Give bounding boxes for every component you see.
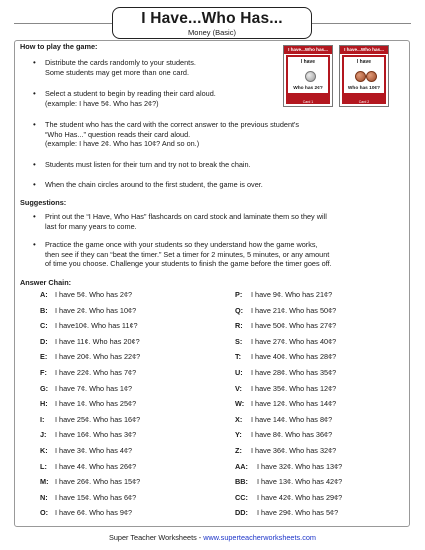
suggestions-heading: Suggestions: — [20, 198, 67, 207]
answer-label: N: — [40, 492, 48, 502]
card-header: I have...Who has... — [340, 46, 388, 54]
bullet-icon: • — [33, 240, 36, 249]
how-to-play-item: Students must listen for their turn and try not to break the chain. — [45, 160, 251, 169]
answer-label: H: — [40, 399, 48, 409]
page-subtitle: Money (Basic) — [188, 28, 236, 37]
suggestion-item: Print out the “I Have, Who Has” flashcards on card stock and laminate them so they will last for many years to come. — [45, 212, 327, 231]
footer — [0, 533, 425, 542]
answer-label: P: — [235, 290, 243, 299]
card-have-text: I have — [300, 59, 316, 65]
card-header: I have...Who has... — [284, 46, 332, 54]
answer-label: B: — [40, 305, 48, 315]
answer-text: I have 14¢. Who has 8¢? — [251, 414, 333, 424]
answer-text: I have 5¢. Who has 2¢? — [55, 290, 133, 299]
penny-coin-icon — [366, 71, 377, 82]
bullet-icon: • — [33, 180, 36, 189]
answer-text: I have 29¢. Who has 5¢? — [257, 508, 339, 518]
answer-text: I have 26¢. Who has 15¢? — [55, 477, 141, 487]
answer-label: S: — [235, 336, 243, 346]
answer-text: I have 3¢. Who has 4¢? — [55, 446, 133, 455]
bullet-icon: • — [33, 58, 36, 67]
answer-label: V: — [235, 383, 242, 393]
answer-label: C: — [40, 321, 48, 331]
answer-label: F: — [40, 368, 47, 377]
how-to-play-item: The student who has the card with the correct answer to the previous student's “Who Has...” question reads their card aloud. (example: I have 2¢. Who has 10¢? And so on.) — [45, 120, 300, 148]
answer-label: E: — [40, 352, 48, 362]
how-to-play-item: When the chain circles around to the first student, the game is over. — [45, 180, 263, 189]
answer-text: I have 40¢. Who has 28¢? — [251, 352, 337, 362]
answer-label: CC: — [235, 492, 248, 502]
answer-label: Z: — [235, 446, 242, 455]
answer-label: W: — [235, 399, 245, 409]
page-title: I Have...Who Has... — [141, 10, 283, 27]
answer-text: I have 4¢. Who has 26¢? — [55, 461, 137, 471]
card-who-text: Who has 2¢? — [293, 86, 323, 91]
answer-label: G: — [40, 383, 49, 393]
bullet-icon: • — [33, 120, 36, 129]
answer-label: K: — [40, 446, 48, 455]
answer-text: I have 12¢. Who has 14¢? — [251, 399, 337, 409]
answer-text: I have 16¢. Who has 3¢? — [55, 430, 137, 440]
answer-text: I have 8¢. Who has 36¢? — [251, 430, 333, 440]
answer-text: I have 6¢. Who has 9¢? — [55, 508, 133, 518]
card-number: Card 2 — [358, 100, 370, 104]
footer-text: Super Teacher Worksheets - — [109, 533, 204, 542]
answer-label: DD: — [235, 508, 248, 518]
answer-text: I have 25¢. Who has 16¢? — [55, 414, 141, 424]
card-have-text: I have — [356, 59, 372, 65]
answer-text: I have 7¢. Who has 1¢? — [55, 383, 133, 393]
sample-card-2 — [339, 45, 389, 107]
answer-label: AA: — [235, 461, 248, 471]
card-who-text: Who has 10¢? — [347, 86, 381, 91]
answer-label: I: — [40, 414, 45, 424]
bullet-icon: • — [33, 89, 36, 98]
answer-text: I have 35¢. Who has 12¢? — [251, 383, 337, 393]
answer-label: Y: — [235, 430, 242, 440]
answer-text: I have 27¢. Who has 40¢? — [251, 336, 337, 346]
penny-coin-icon — [355, 71, 366, 82]
footer-link[interactable]: www.superteacherworksheets.com — [203, 533, 316, 542]
how-to-play-item: Select a student to begin by reading their card aloud. (example: I have 5¢. Who has 2¢?) — [45, 89, 216, 108]
answer-chain-heading: Answer Chain: — [20, 278, 72, 287]
suggestion-item: Practice the game once with your students so they understand how the game works, then see if they can “beat the timer.” Set a timer for 2 minutes, 5 minutes, or any amount of time you choose. Challenge your students to finish the game before the timer goes off. — [45, 240, 332, 268]
answer-text: I have 32¢. Who has 13¢? — [257, 461, 343, 471]
bullet-icon: • — [33, 160, 36, 169]
answer-text: I have 15¢. Who has 6¢? — [55, 492, 137, 502]
how-to-play-heading: How to play the game: — [20, 42, 98, 51]
answer-text: I have 42¢. Who has 29¢? — [257, 492, 343, 502]
answer-text: I have 28¢. Who has 35¢? — [251, 368, 337, 377]
answer-text: I have 1¢. Who has 25¢? — [55, 399, 137, 409]
answer-label: R: — [235, 321, 243, 331]
bullet-icon: • — [33, 212, 36, 221]
sample-card-1 — [283, 45, 333, 107]
answer-text: I have 22¢. Who has 7¢? — [55, 368, 137, 377]
answer-text: I have 50¢. Who has 27¢? — [251, 321, 337, 331]
answer-text: I have 20¢. Who has 22¢? — [55, 352, 141, 362]
answer-label: L: — [40, 461, 47, 471]
card-number: Card 1 — [302, 100, 314, 104]
answer-label: BB: — [235, 477, 248, 487]
answer-label: X: — [235, 414, 243, 424]
answer-text: I have 2¢. Who has 10¢? — [55, 305, 137, 315]
answer-text: I have 13¢. Who has 42¢? — [257, 477, 343, 487]
answer-label: U: — [235, 368, 243, 377]
answer-text: I have 11¢. Who has 20¢? — [55, 336, 140, 346]
title-box — [112, 7, 312, 39]
answer-label: Q: — [235, 305, 244, 315]
answer-text: I have 9¢. Who has 21¢? — [251, 290, 333, 299]
how-to-play-item: Distribute the cards randomly to your students. Some students may get more than one card. — [45, 58, 196, 77]
answer-label: O: — [40, 508, 49, 518]
answer-label: J: — [40, 430, 47, 440]
answer-label: M: — [40, 477, 49, 487]
answer-label: A: — [40, 290, 48, 299]
nickel-coin-icon — [305, 71, 316, 82]
answer-label: T: — [235, 352, 242, 362]
answer-text: I have10¢. Who has 11¢? — [55, 321, 138, 331]
answer-text: I have 21¢. Who has 50¢? — [251, 305, 337, 315]
answer-label: D: — [40, 336, 48, 346]
answer-text: I have 36¢. Who has 32¢? — [251, 446, 337, 455]
